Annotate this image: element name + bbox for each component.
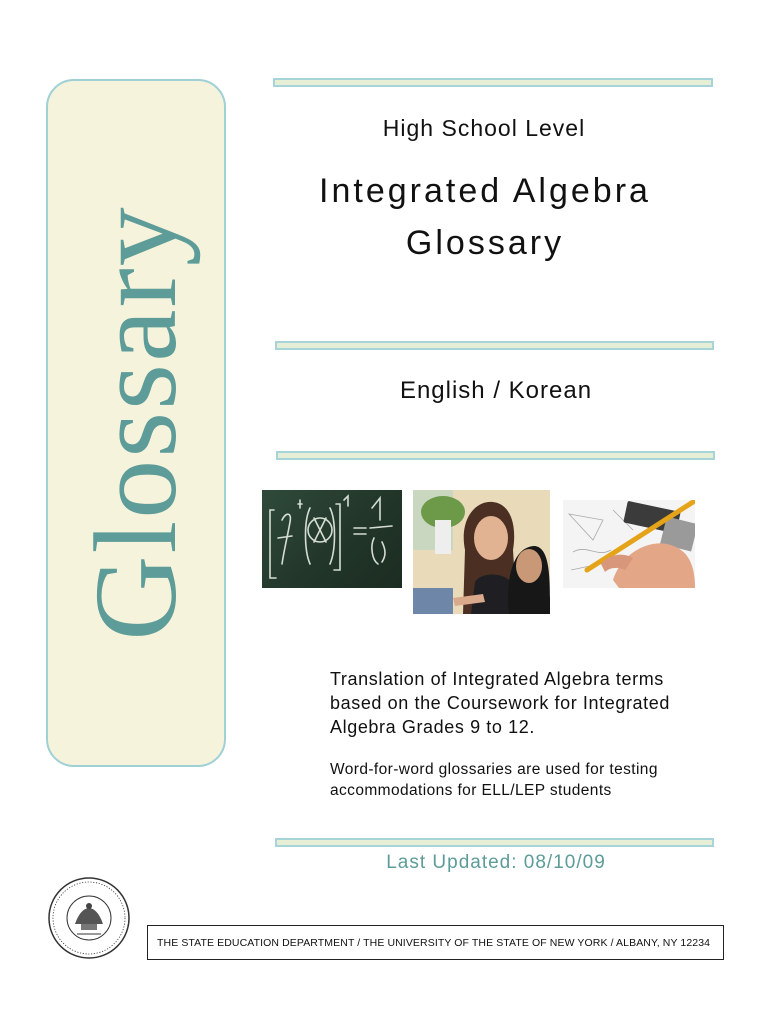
description-main: Translation of Integrated Algebra terms based on the Coursework for Integrated Algebra Grades 9 to 12.	[330, 669, 670, 737]
divider-bar-top	[273, 78, 713, 87]
document-title: Integrated Algebra Glossary	[319, 172, 651, 262]
description-note: Word-for-word glossaries are used for testing accommodations for ELL/LEP students	[330, 761, 658, 799]
students-photo	[413, 490, 550, 614]
divider-bar-bottom	[275, 838, 714, 847]
language-pair: English / Korean	[399, 377, 593, 404]
chalkboard-photo	[262, 490, 402, 588]
footer-text: THE STATE EDUCATION DEPARTMENT / THE UNIVERSITY OF THE STATE OF NEW YORK / ALBANY, NY 12234	[157, 936, 711, 949]
level-heading: High School Level	[382, 115, 586, 141]
side-panel	[46, 79, 226, 767]
last-updated-date: Last Updated: 08/10/09	[386, 852, 606, 873]
divider-bar-middle	[275, 341, 714, 350]
writing-photo	[563, 500, 695, 588]
side-panel-title: Glossary	[70, 205, 201, 641]
divider-bar-lower	[276, 451, 715, 460]
state-seal-icon	[47, 876, 131, 960]
footer-box	[147, 925, 724, 960]
